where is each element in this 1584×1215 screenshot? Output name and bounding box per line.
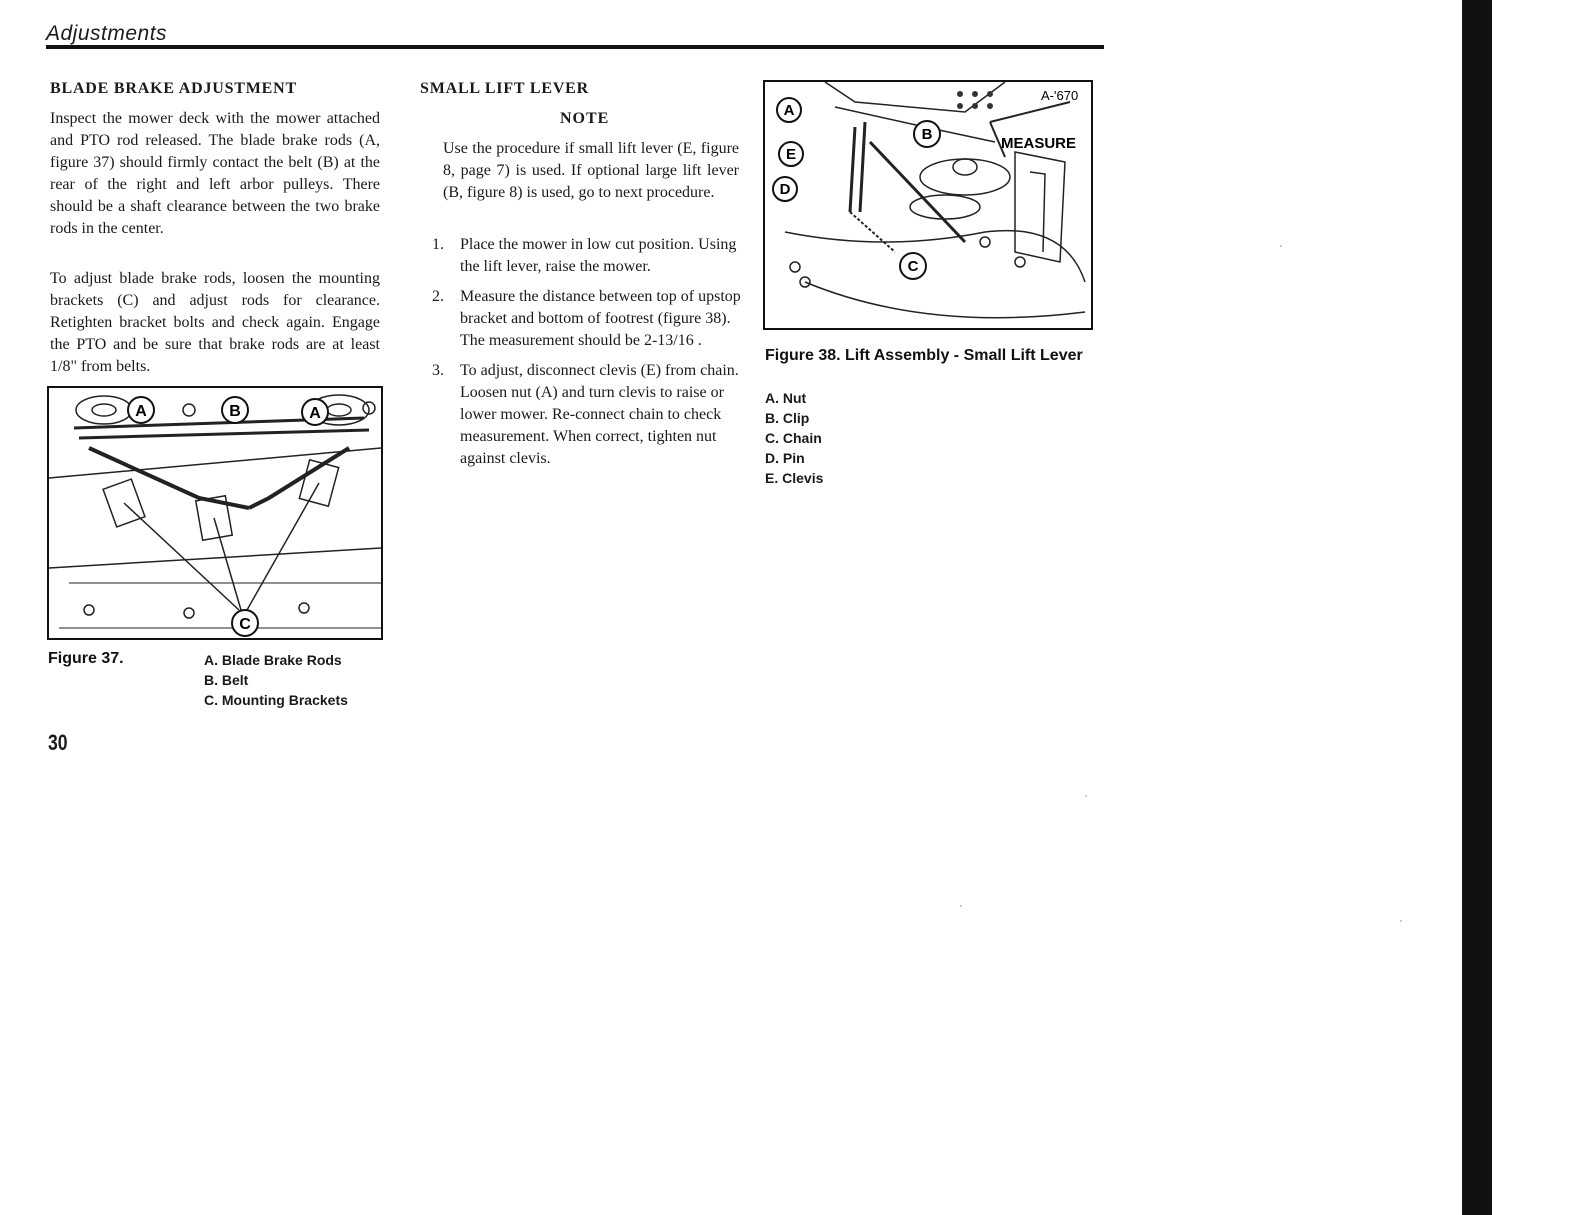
fig38-legend-item: A. Nut [765, 390, 807, 406]
fig38-callout-e: E [785, 146, 797, 163]
fig38-callout-b: B [921, 126, 933, 143]
fig38-callout-c: C [907, 258, 919, 275]
step-item [432, 286, 750, 352]
fig38-callout-a: A [783, 102, 795, 119]
fig38-legend-item: C. Chain [765, 430, 822, 446]
page-number: 30 [48, 730, 68, 755]
fig38-callout-d: D [779, 181, 791, 198]
scan-speck [1280, 245, 1282, 247]
step-text: To adjust, disconnect clevis (E) from chain. Loosen nut (A) and turn clevis to raise or lower mower. Re-connect chain to check measurement. When correct, tighten nut against clevis. [460, 362, 739, 467]
small-lift-lever-heading: SMALL LIFT LEVER [420, 80, 589, 97]
figure-38-illustration [763, 80, 1093, 330]
fig37-callout-a1: A [135, 403, 147, 420]
scan-speck [1085, 795, 1087, 797]
step-number: 1. [432, 236, 444, 253]
fig38-legend-item: E. Clevis [765, 470, 824, 486]
figure-37-caption: Figure 37. [48, 650, 124, 667]
scan-speck [1400, 920, 1402, 922]
step-number: 2. [432, 288, 444, 305]
scan-binding-notch [1448, 0, 1462, 60]
blade-brake-heading: BLADE BRAKE ADJUSTMENT [50, 80, 297, 97]
fig37-legend-item: C. Mounting Brackets [204, 692, 348, 708]
note-label: NOTE [560, 110, 610, 127]
fig37-callout-a2: A [309, 405, 321, 422]
step-number: 3. [432, 362, 444, 379]
fig37-callout-c: C [239, 616, 251, 633]
step-text: Measure the distance between top of upstop bracket and bottom of footrest (figure 38). The measurement should be 2-13/16 . [460, 288, 741, 349]
scan-speck [960, 905, 962, 907]
fig38-legend-item: B. Clip [765, 410, 810, 426]
blade-brake-para-2: To adjust blade brake rods, loosen the mounting brackets (C) and adjust rods for clearance. Retighten bracket bolts and check again. Engage the PTO and be sure that brake rods are at least 1/8" from belts. [50, 270, 380, 375]
fig38-ref-code: A-'670 [1041, 88, 1079, 103]
scan-binding-edge [1462, 0, 1492, 1215]
figure-38-legend [765, 388, 823, 488]
figure-37-legend [204, 650, 348, 710]
step-text: Place the mower in low cut position. Using the lift lever, raise the mower. [460, 236, 737, 275]
blade-brake-para-1: Inspect the mower deck with the mower attached and PTO rod released. The blade brake rods (A, figure 37) should firmly contact the belt (B) at the rear of the right and left arbor pulleys. There should be a shaft clearance between the two brake rods in the center. [50, 110, 380, 237]
procedure-steps [432, 234, 750, 478]
figure-38-caption: Figure 38. Lift Assembly - Small Lift Lever [765, 347, 1083, 364]
fig37-legend-item: A. Blade Brake Rods [204, 652, 342, 668]
fig38-measure-label: MEASURE [1001, 135, 1077, 152]
step-item [432, 360, 750, 470]
fig37-legend-item: B. Belt [204, 672, 249, 688]
fig37-callout-b: B [229, 403, 241, 420]
fig38-legend-item: D. Pin [765, 450, 805, 466]
step-item [432, 234, 750, 278]
figure-37-illustration [47, 386, 383, 640]
header-rule [46, 45, 1104, 49]
note-text: Use the procedure if small lift lever (E, figure 8, page 7) is used. If optional large lift lever (B, figure 8) is used, go to next procedure. [443, 140, 739, 201]
section-title: Adjustments [46, 22, 168, 45]
